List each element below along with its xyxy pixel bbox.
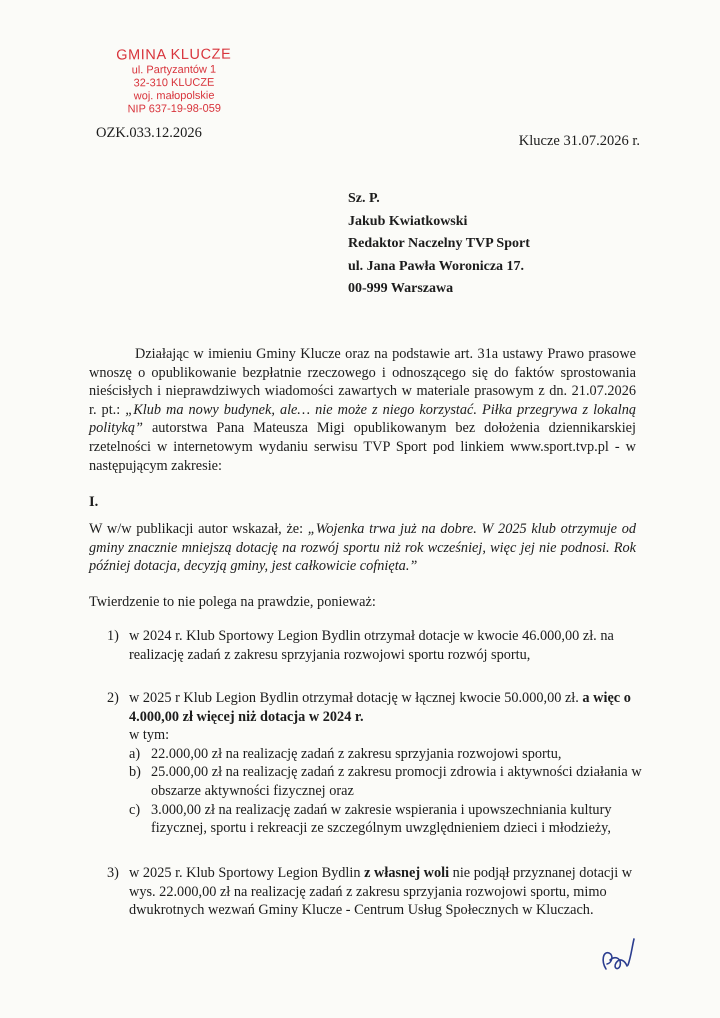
rebuttal-intro: Twierdzenie to nie polega na prawdzie, ponieważ:: [89, 594, 376, 610]
breakdown-letter: b): [129, 764, 141, 781]
handwritten-initials: [598, 935, 638, 975]
claim-quote: „Wojenka trwa już na dobre. W 2025 klub otrzymuje od gminy znacznie mniejszą dotację na rozwój sportu niż rok wcześniej, więc jej nie podnosi. Rok później dotacja, decyzją gminy, jest całkowicie cofnięta.”: [89, 521, 636, 575]
recipient-position: Redaktor Naczelny TVP Sport: [348, 236, 530, 251]
reference-number: OZK.033.12.2026: [96, 125, 202, 141]
stamp-address-line: ul. Partyzantów 1: [131, 63, 217, 77]
recipient-name: Jakub Kwiatkowski: [348, 213, 468, 229]
intro-paragraph: [89, 345, 636, 475]
stamp-nip-line: NIP 637-19-98-059: [127, 102, 221, 116]
breakdown-item-b: [129, 763, 643, 800]
breakdown-text: 3.000,00 zł na realizację zadań w zakresie wspierania i upowszechniania kultury fizycznej, sportu i rekreacji ze szczególnym uwzględnieniem dzieci i młodzieży,: [151, 801, 612, 837]
item-text: w 2024 r. Klub Sportowy Legion Bydlin otrzymał dotacje w kwocie 46.000,00 zł. na realizację zadań z zakresu sprzyjania rozwojowi sportu rozwój sportu,: [129, 628, 614, 663]
intro-text-continued: autorstwa Pana Mateusza Migi opublikowanym bez dołożenia dziennikarskiej rzetelności w internetowym wydaniu serwisu TVP Sport pod linkiem www.sport.tvp.pl - w następującym zakresie:: [89, 420, 636, 474]
recipient-street: ul. Jana Pawła Woronicza 17.: [348, 258, 525, 274]
item-number: 3): [107, 865, 119, 881]
recipient-city: 00-999 Warszawa: [348, 281, 454, 296]
rebuttal-item-1: [107, 627, 643, 664]
item-text: w 2025 r. Klub Sportowy Legion Bydlin: [129, 865, 361, 881]
rebuttal-item-3: [107, 864, 643, 920]
stamp-region-line: woj. małopolskie: [133, 89, 215, 103]
breakdown-letter: a): [129, 745, 141, 762]
breakdown-label: w tym:: [129, 727, 170, 744]
breakdown-text: 25.000,00 zł na realizację zadań z zakresu promocji zdrowia i aktywności działania w obszarze aktywności fizycznej oraz: [151, 764, 642, 799]
breakdown-item-c: [129, 801, 643, 838]
stamp-postal-line: 32-310 KLUCZE: [133, 76, 215, 90]
item-text: w 2025 r Klub Legion Bydlin otrzymał dotację w łącznej kwocie 50.000,00 zł.: [129, 690, 579, 706]
item-emphasis: z własnej woli: [364, 865, 450, 881]
rebuttal-item-2: [107, 689, 643, 838]
recipient-salutation: Sz. P.: [348, 191, 380, 206]
breakdown-letter: c): [129, 801, 141, 818]
letter-date: Klucze 31.07.2026 r.: [518, 133, 640, 149]
item-text-continued: nie podjął przyznanej dotacji w wys. 22.000,00 zł na realizację zadań z zakresu sprzyjania rozwojowi sportu, mimo dwukrotnych wezwań Gminy Klucze - Centrum Usług Społecznych w Kluczach.: [129, 865, 633, 919]
claim-lead: W w/w publikacji autor wskazał, że:: [89, 521, 304, 537]
article-title: „Klub ma nowy budynek, ale… nie może z niego korzystać. Piłka przegrywa z lokalną polityką”: [89, 401, 636, 437]
breakdown-item-a: [129, 745, 643, 764]
quoted-claim-paragraph: [89, 520, 636, 576]
stamp-title: GMINA KLUCZE: [116, 46, 232, 64]
item-number: 2): [107, 690, 119, 706]
item-emphasis: a więc o 4.000,00 zł więcej niż dotacja w 2024 r.: [129, 690, 631, 725]
intro-text: Działając w imieniu Gminy Klucze oraz na podstawie art. 31a ustawy Prawo prasowe wnoszę o opublikowanie bezpłatnie rzeczowego i odnoszącego się do faktów sprostowania nieścisłych i nieprawdziwych wiadomości zawartych w materiale prasowym z dn. 21.07.2026 r. pt.:: [89, 346, 636, 418]
section-marker: I.: [89, 494, 99, 510]
recipient-address: [348, 188, 530, 301]
municipality-stamp: [94, 46, 255, 116]
breakdown-text: 22.000,00 zł na realizację zadań z zakresu sprzyjania rozwojowi sportu,: [151, 745, 562, 762]
item-number: 1): [107, 628, 119, 644]
